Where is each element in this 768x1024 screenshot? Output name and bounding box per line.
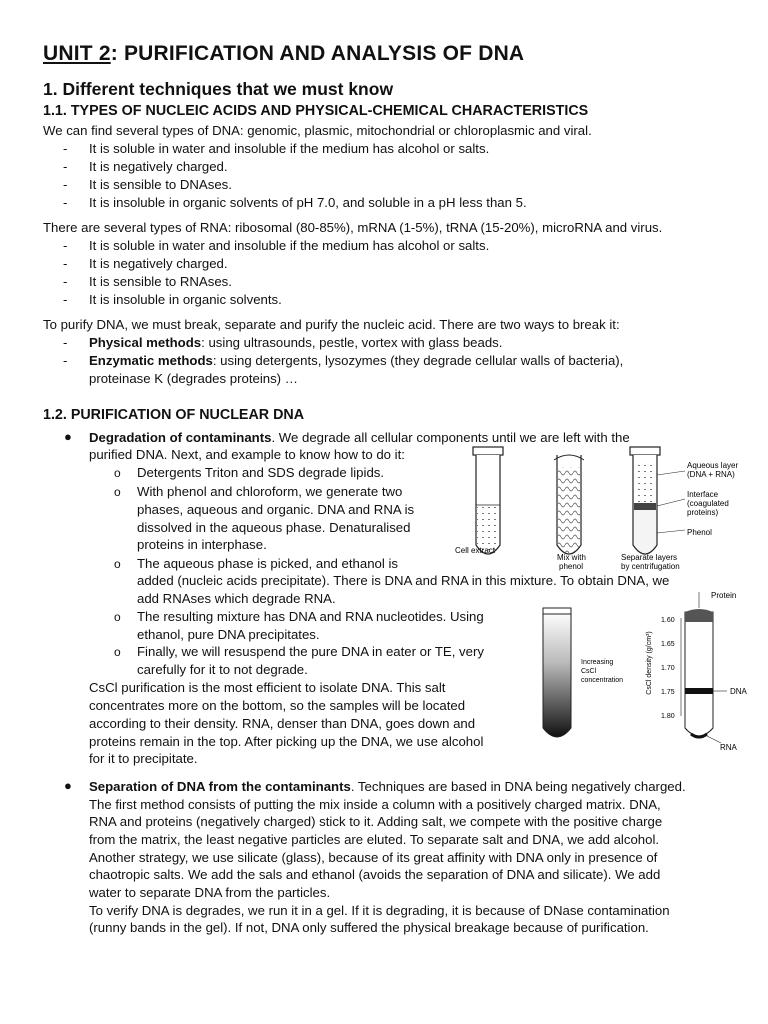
centrifuge-tube (685, 592, 727, 743)
sub-item: The aqueous phase is picked, and ethanol is (137, 556, 399, 571)
label-dna: DNA (730, 687, 747, 696)
sub-item-cont: add RNAses which degrade RNA. (137, 591, 336, 606)
label-aqueous-2: (DNA + RNA) (687, 470, 735, 479)
separation-bullet: Separation of DNA from the contaminants. Techniques are based in DNA being negatively charged. (89, 779, 686, 794)
list-item-continued: proteinase K (degrades proteins) … (89, 371, 298, 386)
list-item: It is soluble in water and insoluble if the medium has alcohol or salts. (89, 238, 490, 253)
label-increasing-2: CsCl (581, 668, 597, 675)
label-protein: Protein (711, 591, 737, 600)
axis-label: CsCl density (g/cm³) (646, 631, 653, 695)
tube-mix-phenol (554, 455, 584, 554)
sub-item-cont: ethanol, pure DNA precipitates. (137, 627, 320, 642)
list-item: Physical methods: using ultrasounds, pestle, vortex with glass beads. (89, 335, 503, 350)
cscl-gradient-figure (535, 588, 765, 753)
section-1-2-heading: 1.2. PURIFICATION OF NUCLEAR DNA (43, 407, 305, 423)
separation-line: from the matrix, the least negative particles are eluted. To separate salt and DNA, we add alcohol. (89, 832, 660, 847)
cscl-line: according to their density. RNA, denser than DNA, goes down and (89, 716, 476, 731)
section-1-heading: 1. Different techniques that we must know (43, 79, 394, 99)
dna-intro: We can find several types of DNA: genomic, plasmic, mitochondrial or chloroplasmic and viral. (43, 123, 592, 138)
title-text: : PURIFICATION AND ANALYSIS OF DNA (110, 42, 525, 65)
list-item: It is sensible to DNAses. (89, 177, 232, 192)
label-mix-2: phenol (559, 562, 584, 571)
list-item: It is soluble in water and insoluble if the medium has alcohol or salts. (89, 141, 490, 156)
phenol-extraction-figure (445, 445, 745, 575)
separation-line: (runny bands in the gel). If not, DNA only suffered the physical breakage because of purification. (89, 920, 649, 935)
list-item: It is sensible to RNAses. (89, 274, 232, 289)
sub-item: The resulting mixture has DNA and RNA nucleotides. Using (137, 609, 484, 624)
tube-cell-extract (473, 447, 503, 554)
list-item: Enzymatic methods: using detergents, lysozymes (they degrade cellular walls of bacteria), (89, 353, 624, 368)
cscl-line: CsCl purification is the most efficient to isolate DNA. This salt (89, 680, 446, 695)
label-mix-1: Mix with (557, 553, 586, 562)
unit-label: UNIT 2 (43, 42, 111, 65)
cscl-line: proteins remain in the top. After picking up the DNA, we use alcohol (89, 734, 484, 749)
tube-separated-layers (630, 447, 685, 554)
list-item: It is insoluble in organic solvents of pH 7.0, and soluble in a pH less than 5. (89, 195, 527, 210)
rna-intro: There are several types of RNA: ribosomal (80-85%), mRNA (1-5%), tRNA (15-20%), microRNA and virus. (43, 220, 663, 235)
document-page: UNIT 2: PURIFICATION AND ANALYSIS OF DNA 1. Different techniques that we must know 1.1. TYPES OF NUCLEIC ACIDS AND PHYSICAL-CHEMICAL CHARACTERISTICS We can find several types of DNA: genomic, plasmic, mitochondrial or chloroplasmic and viral. - It is soluble in water and insoluble if the medium has alcohol or salts. - It is negatively charged. - It is sensible to DNAses. - It is insoluble in organic solvents of pH 7.0, and soluble in a pH less than 5. There are several types of RNA: ribosomal (80-85%), mRNA (1-5%), tRNA (15-20%), microRNA and virus. - It is soluble in water and insoluble if the medium has alcohol or salts. - It is negatively charged. - It is sensible to RNAses. - It is insoluble in organic solvents. To purify DNA, we must break, separate and purify the nucleic acid. There are two ways to break it: - Physical methods: using ultrasounds, pestle, vortex with glass beads. - Enzymatic methods: using detergents, lysozymes (they degrade cellular walls of bacteria), proteinase K (degrades proteins) … 1.2. PURIFICATION OF NUCLEAR DNA ● Degradation of contaminants. We degrade all cellular components until we are left with the purified DNA. Next, and example to know how to do it: o Detergents Triton and SDS degrade lipids. o With phenol and chloroform, we generate two phases, aqueous and organic. DNA and RNA is dissolved in the aqueous phase. Denaturalised proteins in interphase. o The aqueous phase is picked, and ethanol is added (nucleic acids precipitate). There is DNA and RNA in this mixture. To obtain DNA, we add RNAses which degrade RNA. o The resulting mixture has DNA and RNA nucleotides. Using ethanol, pure DNA precipitates. o Finally, we will resuspend the pure DNA in eater or TE, very carefully for it to not degrade. CsCl purification is the most efficient to isolate DNA. This salt concentrates more on the bottom, so the samples will be located according to their density. RNA, denser than DNA, goes down and proteins remain in the top. After picking up the DNA, we use alcohol for it to precipitate. ● Separation of DNA from the contaminants. Techniques are based in DNA being negatively charged. The first method consists of putting the mix inside a column with a positively charged matrix. DNA, RNA and proteins (negatively charged) stick to it. Adding salt, we compete with the positive charge from the matrix, the least negative particles are eluted. To separate salt and DNA, we add alcohol. Another strategy, we use silicate (glass), because of its great affinity with DNA only in presence of chaotropic salts. We add the sals and ethanol (avoids the separation of DNA and silicate). We add water to separate DNA from the particles. To verify DNA is degrades, we run it in a gel. If it is degrading, it is because of DNase contamination (runny bands in the gel). If not, DNA only suffered the physical breakage because of purification. Cell extract Mix with phenol Separate layers by centrifugation Aqueous layer (DNA + RNA) Interface (coagulated proteins) Phenol Increasing CsCl concentration Protein DNA RNA CsCl density (g/cm³) 1.60 1.65 1.70 1.75 1.80 (0, 0, 768, 1024)
sub-item: Finally, we will resuspend the pure DNA in eater or TE, very (137, 644, 484, 659)
label-aqueous-1: Aqueous layer (687, 461, 739, 470)
tick-label: 1.65 (661, 641, 675, 648)
label-cell-extract: Cell extract (455, 546, 496, 555)
tick-label: 1.80 (661, 713, 675, 720)
label-increasing-3: concentration (581, 677, 624, 684)
gradient-tube (543, 608, 571, 737)
list-item: It is negatively charged. (89, 159, 228, 174)
list-item: It is negatively charged. (89, 256, 228, 271)
label-rna: RNA (720, 743, 737, 752)
label-phenol: Phenol (687, 528, 712, 537)
sub-item: Detergents Triton and SDS degrade lipids. (137, 465, 385, 480)
sub-item-cont: added (nucleic acids precipitate). There is DNA and RNA in this mixture. To obtain DNA, we (137, 573, 670, 588)
tick-label: 1.75 (661, 689, 675, 696)
label-separate-2: by centrifugation (621, 562, 680, 571)
separation-line: water to separate DNA from the particles. (89, 885, 331, 900)
degradation-bullet: Degradation of contaminants. We degrade all cellular components until we are left with the (89, 430, 630, 445)
separation-line: chaotropic salts. We add the sals and ethanol (avoids the separation of DNA and silicate). We add (89, 867, 661, 882)
tick-label: 1.60 (661, 617, 675, 624)
label-separate-1: Separate layers (621, 553, 678, 562)
purify-intro: To purify DNA, we must break, separate and purify the nucleic acid. There are two ways to break it: (43, 317, 620, 332)
section-1-1-heading: 1.1. TYPES OF NUCLEIC ACIDS AND PHYSICAL-CHEMICAL CHARACTERISTICS (43, 103, 589, 119)
separation-line: RNA and proteins (negatively charged) stick to it. Adding salt, we compete with the positive charge (89, 814, 663, 829)
tick-label: 1.70 (661, 665, 675, 672)
label-interface-1: Interface (687, 490, 719, 499)
separation-line: Another strategy, we use silicate (glass), because of its great affinity with DNA only in presence of (89, 850, 658, 865)
sub-item-cont: proteins in interphase. (137, 537, 267, 552)
cscl-line: for it to precipitate. (89, 751, 198, 766)
label-interface-3: proteins) (687, 508, 719, 517)
label-increasing-1: Increasing (581, 659, 614, 666)
separation-line: To verify DNA is degrades, we run it in a gel. If it is degrading, it is because of DNase contamination (89, 903, 670, 918)
sub-item-cont: phases, aqueous and organic. DNA and RNA is (137, 502, 415, 517)
label-interface-2: (coagulated (687, 499, 729, 508)
degradation-line2: purified DNA. Next, and example to know how to do it: (89, 447, 405, 462)
sub-item-cont: carefully for it to not degrade. (137, 662, 308, 677)
sub-item: With phenol and chloroform, we generate two (137, 484, 403, 499)
list-item: It is insoluble in organic solvents. (89, 292, 282, 307)
cscl-line: concentrates more on the bottom, so the samples will be located (89, 698, 466, 713)
sub-item-cont: dissolved in the aqueous phase. Denaturalised (137, 520, 411, 535)
page-title (43, 42, 524, 66)
separation-line: The first method consists of putting the mix inside a column with a positively charged matrix. DNA, (89, 797, 661, 812)
